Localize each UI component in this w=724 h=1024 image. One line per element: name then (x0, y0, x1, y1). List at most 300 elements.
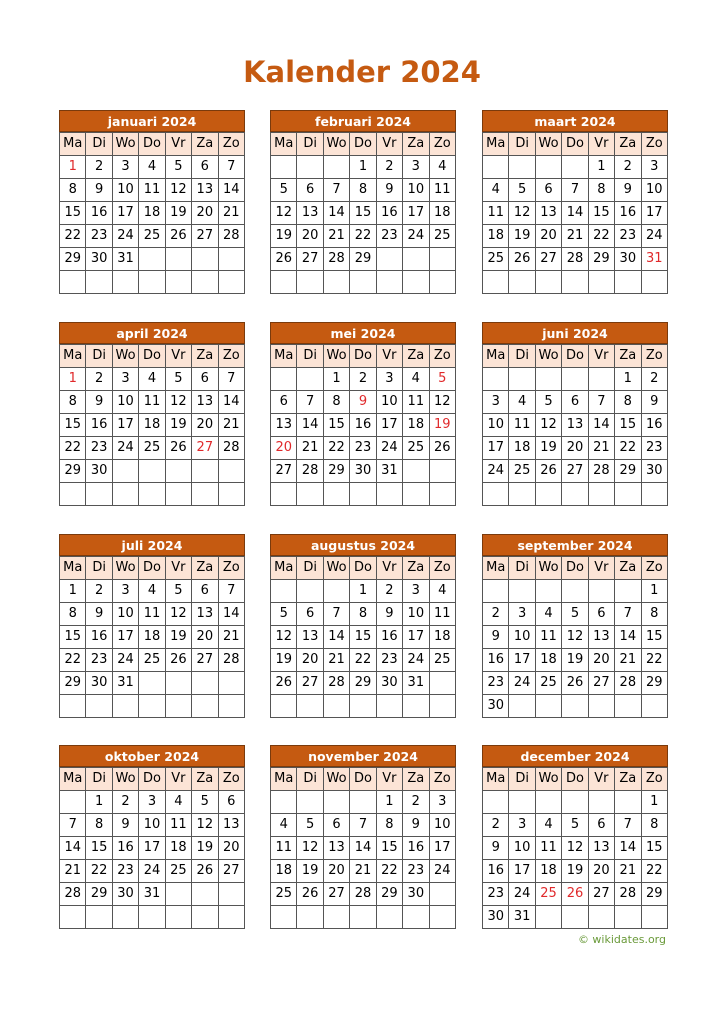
month-block (482, 745, 668, 929)
day-cell: 29 (60, 248, 86, 271)
day-cell: 5 (165, 368, 191, 391)
day-cell: 7 (562, 179, 588, 202)
day-cell: 16 (112, 837, 138, 860)
day-cell: 6 (192, 580, 218, 603)
day-cell: 8 (641, 814, 667, 837)
empty-cell (86, 695, 112, 718)
day-cell: 7 (218, 368, 244, 391)
day-cell: 2 (483, 814, 509, 837)
day-cell: 27 (588, 672, 614, 695)
weekday-header: Di (297, 557, 323, 580)
day-cell: 29 (588, 248, 614, 271)
weekday-header: Wo (112, 345, 138, 368)
week-row (271, 603, 456, 626)
empty-cell (139, 672, 165, 695)
month-table (59, 344, 245, 506)
weekday-header: Vr (588, 768, 614, 791)
day-cell: 25 (271, 883, 297, 906)
week-row (60, 156, 245, 179)
day-cell: 15 (323, 414, 349, 437)
week-row (60, 814, 245, 837)
empty-cell (509, 368, 535, 391)
week-row (271, 649, 456, 672)
weekday-header: Zo (218, 768, 244, 791)
weekday-header: Ma (271, 345, 297, 368)
month-table (482, 344, 668, 506)
week-row (271, 672, 456, 695)
empty-cell (218, 483, 244, 506)
day-cell: 21 (60, 860, 86, 883)
day-cell: 17 (112, 626, 138, 649)
week-row (60, 414, 245, 437)
day-cell: 10 (403, 179, 429, 202)
day-cell: 19 (429, 414, 455, 437)
week-row (483, 906, 668, 929)
week-row (271, 225, 456, 248)
week-row (483, 580, 668, 603)
empty-cell (562, 906, 588, 929)
day-cell: 24 (509, 883, 535, 906)
day-cell: 8 (641, 603, 667, 626)
empty-cell (323, 156, 349, 179)
day-cell: 24 (403, 649, 429, 672)
empty-cell (641, 483, 667, 506)
empty-cell (112, 906, 138, 929)
day-cell: 23 (350, 437, 376, 460)
weekday-header: Za (192, 768, 218, 791)
month-table (270, 344, 456, 506)
day-cell: 2 (376, 580, 402, 603)
day-cell: 29 (615, 460, 641, 483)
day-cell: 8 (350, 603, 376, 626)
day-cell: 27 (218, 860, 244, 883)
weekday-header: Za (192, 133, 218, 156)
week-row (271, 483, 456, 506)
day-cell: 12 (192, 814, 218, 837)
empty-cell (323, 580, 349, 603)
day-cell: 7 (615, 814, 641, 837)
day-cell: 24 (403, 225, 429, 248)
weekday-header: Di (86, 133, 112, 156)
empty-cell (483, 368, 509, 391)
day-cell: 1 (323, 368, 349, 391)
day-cell: 20 (562, 437, 588, 460)
day-cell: 13 (192, 179, 218, 202)
empty-cell (60, 271, 86, 294)
day-cell: 26 (562, 672, 588, 695)
day-cell: 19 (535, 437, 561, 460)
empty-cell (165, 460, 191, 483)
week-row (483, 271, 668, 294)
day-cell: 25 (429, 225, 455, 248)
day-cell: 24 (429, 860, 455, 883)
day-cell: 25 (139, 437, 165, 460)
day-cell: 16 (376, 626, 402, 649)
day-cell: 12 (429, 391, 455, 414)
weekday-header: Wo (323, 557, 349, 580)
day-cell: 13 (588, 837, 614, 860)
day-cell: 28 (350, 883, 376, 906)
day-cell: 24 (641, 225, 667, 248)
empty-cell (192, 883, 218, 906)
weekday-header: Za (403, 345, 429, 368)
day-cell: 4 (403, 368, 429, 391)
empty-cell (615, 791, 641, 814)
day-cell: 23 (86, 437, 112, 460)
empty-cell (218, 271, 244, 294)
day-cell: 6 (562, 391, 588, 414)
empty-cell (403, 248, 429, 271)
weekday-header: Di (509, 768, 535, 791)
weekday-header: Wo (535, 557, 561, 580)
day-cell: 9 (403, 814, 429, 837)
week-row (60, 603, 245, 626)
empty-cell (112, 695, 138, 718)
day-cell: 1 (350, 156, 376, 179)
week-row (483, 156, 668, 179)
day-cell: 9 (376, 603, 402, 626)
empty-cell (403, 483, 429, 506)
empty-cell (218, 672, 244, 695)
day-cell: 12 (562, 626, 588, 649)
day-cell: 15 (86, 837, 112, 860)
empty-cell (86, 906, 112, 929)
empty-cell (60, 791, 86, 814)
empty-cell (271, 906, 297, 929)
empty-cell (615, 580, 641, 603)
day-cell: 29 (376, 883, 402, 906)
empty-cell (615, 271, 641, 294)
week-row (60, 626, 245, 649)
day-cell: 26 (297, 883, 323, 906)
empty-cell (323, 695, 349, 718)
weekday-header: Zo (429, 768, 455, 791)
month-block (59, 322, 245, 506)
day-cell: 13 (535, 202, 561, 225)
weekday-header: Do (139, 557, 165, 580)
day-cell: 2 (483, 603, 509, 626)
day-cell: 21 (218, 414, 244, 437)
day-cell: 31 (509, 906, 535, 929)
day-cell: 4 (165, 791, 191, 814)
month-title: april 2024 (59, 322, 245, 344)
month-table (482, 767, 668, 929)
week-row (60, 791, 245, 814)
day-cell: 29 (350, 248, 376, 271)
day-cell: 13 (297, 202, 323, 225)
day-cell: 14 (615, 626, 641, 649)
empty-cell (509, 580, 535, 603)
week-row (271, 202, 456, 225)
day-cell: 15 (350, 202, 376, 225)
day-cell: 20 (588, 649, 614, 672)
empty-cell (615, 695, 641, 718)
weekday-header: Wo (323, 768, 349, 791)
weekday-header: Di (86, 768, 112, 791)
day-cell: 6 (588, 603, 614, 626)
day-cell: 16 (86, 414, 112, 437)
day-cell: 1 (60, 156, 86, 179)
day-cell: 22 (641, 860, 667, 883)
week-row (60, 225, 245, 248)
empty-cell (139, 906, 165, 929)
week-row (60, 580, 245, 603)
day-cell: 17 (139, 837, 165, 860)
day-cell: 27 (192, 437, 218, 460)
empty-cell (139, 248, 165, 271)
weekday-header: Wo (535, 345, 561, 368)
empty-cell (588, 906, 614, 929)
weekday-header: Do (562, 133, 588, 156)
day-cell: 24 (112, 225, 138, 248)
day-cell: 20 (218, 837, 244, 860)
day-cell: 20 (192, 202, 218, 225)
day-cell: 9 (483, 837, 509, 860)
week-row (483, 179, 668, 202)
day-cell: 27 (271, 460, 297, 483)
day-cell: 7 (218, 580, 244, 603)
day-cell: 30 (615, 248, 641, 271)
day-cell: 25 (535, 883, 561, 906)
day-cell: 10 (429, 814, 455, 837)
empty-cell (615, 483, 641, 506)
empty-cell (641, 695, 667, 718)
day-cell: 3 (403, 580, 429, 603)
week-row (60, 271, 245, 294)
day-cell: 18 (483, 225, 509, 248)
empty-cell (509, 791, 535, 814)
day-cell: 30 (483, 906, 509, 929)
day-cell: 17 (509, 649, 535, 672)
day-cell: 12 (165, 179, 191, 202)
week-row (483, 248, 668, 271)
weekday-header: Zo (429, 345, 455, 368)
day-cell: 17 (483, 437, 509, 460)
week-row (271, 906, 456, 929)
empty-cell (483, 483, 509, 506)
weekday-header: Zo (218, 345, 244, 368)
day-cell: 28 (588, 460, 614, 483)
day-cell: 14 (350, 837, 376, 860)
empty-cell (165, 906, 191, 929)
empty-cell (535, 368, 561, 391)
day-cell: 23 (641, 437, 667, 460)
day-cell: 10 (376, 391, 402, 414)
day-cell: 11 (535, 837, 561, 860)
empty-cell (509, 156, 535, 179)
empty-cell (271, 156, 297, 179)
day-cell: 8 (60, 179, 86, 202)
week-row (483, 883, 668, 906)
day-cell: 1 (350, 580, 376, 603)
empty-cell (165, 248, 191, 271)
day-cell: 7 (323, 179, 349, 202)
day-cell: 19 (165, 626, 191, 649)
day-cell: 31 (139, 883, 165, 906)
day-cell: 4 (429, 156, 455, 179)
empty-cell (535, 906, 561, 929)
day-cell: 12 (297, 837, 323, 860)
day-cell: 14 (218, 179, 244, 202)
day-cell: 12 (271, 202, 297, 225)
week-row (271, 791, 456, 814)
day-cell: 2 (615, 156, 641, 179)
day-cell: 28 (60, 883, 86, 906)
day-cell: 5 (509, 179, 535, 202)
week-row (271, 626, 456, 649)
day-cell: 23 (483, 883, 509, 906)
day-cell: 28 (218, 437, 244, 460)
day-cell: 5 (562, 603, 588, 626)
day-cell: 18 (429, 202, 455, 225)
empty-cell (271, 271, 297, 294)
day-cell: 4 (139, 580, 165, 603)
weekday-header: Di (297, 345, 323, 368)
weekday-header: Do (350, 133, 376, 156)
empty-cell (323, 906, 349, 929)
day-cell: 12 (165, 391, 191, 414)
weekday-header: Wo (323, 133, 349, 156)
empty-cell (271, 368, 297, 391)
empty-cell (323, 483, 349, 506)
day-cell: 15 (641, 626, 667, 649)
weekday-header: Do (562, 557, 588, 580)
weekday-header: Do (350, 768, 376, 791)
empty-cell (297, 580, 323, 603)
day-cell: 3 (112, 156, 138, 179)
day-cell: 19 (271, 649, 297, 672)
day-cell: 3 (509, 603, 535, 626)
month-block (270, 110, 456, 294)
day-cell: 17 (376, 414, 402, 437)
empty-cell (112, 460, 138, 483)
month-title: september 2024 (482, 534, 668, 556)
day-cell: 3 (403, 156, 429, 179)
day-cell: 17 (429, 837, 455, 860)
month-title: februari 2024 (270, 110, 456, 132)
day-cell: 2 (641, 368, 667, 391)
day-cell: 18 (165, 837, 191, 860)
empty-cell (112, 271, 138, 294)
empty-cell (297, 271, 323, 294)
day-cell: 8 (60, 603, 86, 626)
day-cell: 3 (483, 391, 509, 414)
weekday-header: Do (350, 345, 376, 368)
empty-cell (86, 271, 112, 294)
day-cell: 22 (641, 649, 667, 672)
day-cell: 9 (641, 391, 667, 414)
day-cell: 5 (535, 391, 561, 414)
weekday-header: Za (615, 133, 641, 156)
empty-cell (641, 906, 667, 929)
day-cell: 11 (271, 837, 297, 860)
day-cell: 9 (615, 179, 641, 202)
day-cell: 12 (562, 837, 588, 860)
day-cell: 5 (165, 580, 191, 603)
empty-cell (509, 483, 535, 506)
day-cell: 24 (112, 649, 138, 672)
day-cell: 8 (323, 391, 349, 414)
empty-cell (615, 906, 641, 929)
week-row (60, 460, 245, 483)
day-cell: 10 (483, 414, 509, 437)
day-cell: 5 (562, 814, 588, 837)
empty-cell (535, 695, 561, 718)
day-cell: 15 (60, 202, 86, 225)
empty-cell (562, 483, 588, 506)
day-cell: 25 (535, 672, 561, 695)
day-cell: 25 (139, 225, 165, 248)
weekday-header: Za (403, 133, 429, 156)
day-cell: 29 (641, 672, 667, 695)
day-cell: 10 (509, 626, 535, 649)
day-cell: 28 (218, 225, 244, 248)
day-cell: 15 (615, 414, 641, 437)
day-cell: 30 (641, 460, 667, 483)
week-row (60, 437, 245, 460)
day-cell: 23 (615, 225, 641, 248)
day-cell: 2 (112, 791, 138, 814)
empty-cell (271, 791, 297, 814)
empty-cell (588, 271, 614, 294)
empty-cell (562, 368, 588, 391)
weekday-header: Za (615, 557, 641, 580)
day-cell: 30 (483, 695, 509, 718)
day-cell: 27 (535, 248, 561, 271)
day-cell: 31 (641, 248, 667, 271)
day-cell: 23 (112, 860, 138, 883)
empty-cell (429, 460, 455, 483)
day-cell: 19 (165, 202, 191, 225)
empty-cell (403, 271, 429, 294)
empty-cell (562, 156, 588, 179)
week-row (271, 860, 456, 883)
weekday-header: Di (86, 345, 112, 368)
day-cell: 22 (350, 225, 376, 248)
month-table (59, 556, 245, 718)
day-cell: 23 (376, 225, 402, 248)
month-title: juni 2024 (482, 322, 668, 344)
weekday-header: Zo (641, 345, 667, 368)
day-cell: 12 (165, 603, 191, 626)
week-row (60, 883, 245, 906)
day-cell: 7 (297, 391, 323, 414)
day-cell: 18 (139, 202, 165, 225)
weekday-header: Ma (60, 133, 86, 156)
weekday-header: Di (509, 557, 535, 580)
empty-cell (165, 672, 191, 695)
day-cell: 29 (350, 672, 376, 695)
day-cell: 18 (535, 649, 561, 672)
empty-cell (535, 483, 561, 506)
day-cell: 27 (192, 225, 218, 248)
empty-cell (429, 248, 455, 271)
day-cell: 24 (376, 437, 402, 460)
day-cell: 14 (297, 414, 323, 437)
day-cell: 11 (139, 179, 165, 202)
empty-cell (218, 883, 244, 906)
day-cell: 13 (588, 626, 614, 649)
weekday-header: Wo (112, 768, 138, 791)
day-cell: 29 (86, 883, 112, 906)
week-row (483, 791, 668, 814)
weekday-header: Di (86, 557, 112, 580)
day-cell: 23 (86, 649, 112, 672)
day-cell: 4 (139, 156, 165, 179)
month-table (59, 132, 245, 294)
week-row (483, 414, 668, 437)
day-cell: 26 (165, 649, 191, 672)
